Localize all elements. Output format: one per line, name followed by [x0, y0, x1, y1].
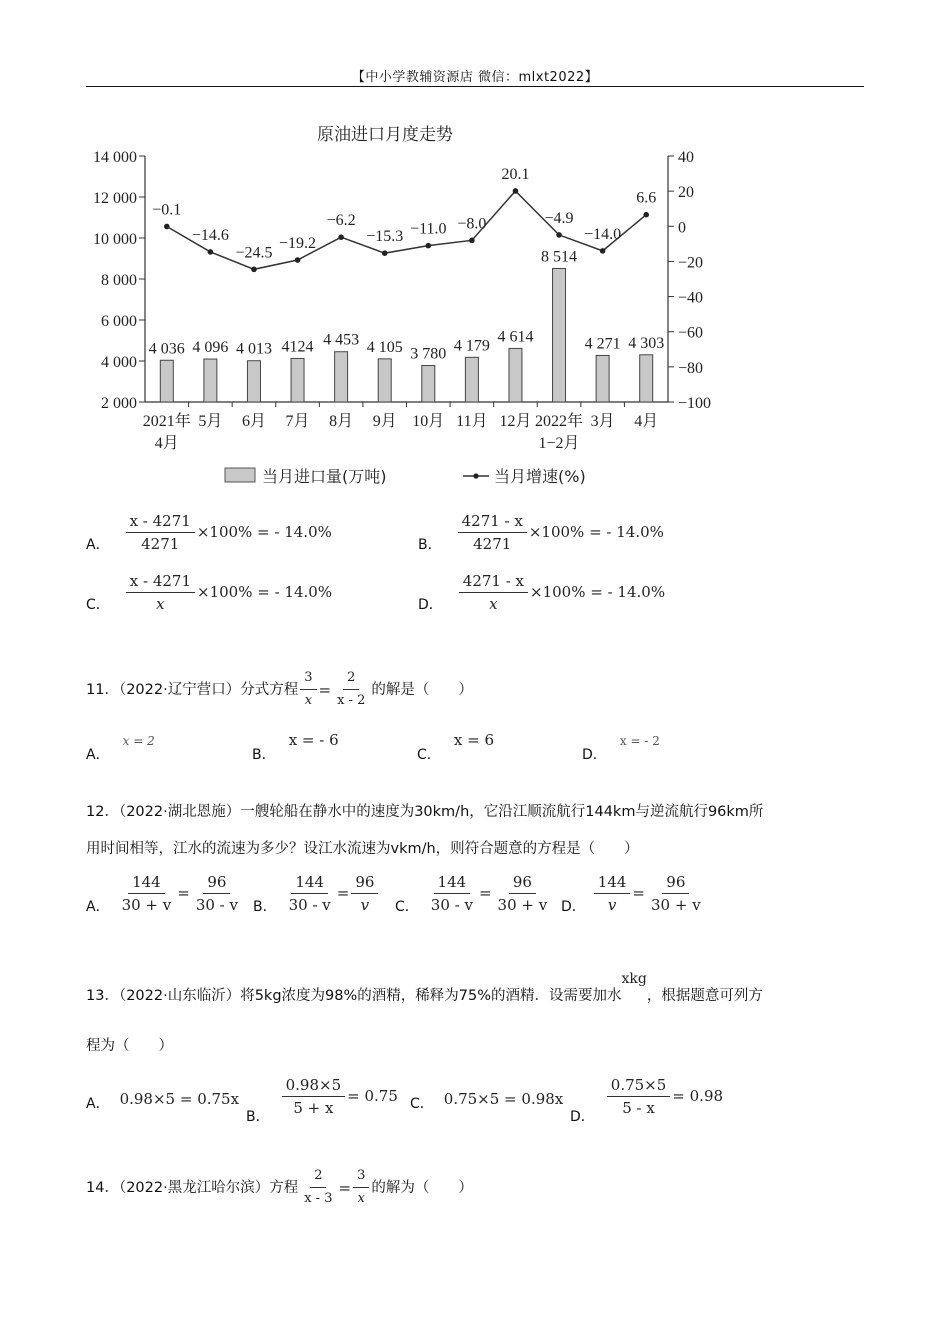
bar-value-label: 4 453 [323, 331, 360, 349]
q12-stem-line2: 用时间相等，江水的流速为多少？设江水流速为vkm/h，则符合题意的方程是（ ） [86, 841, 639, 857]
q12-option-b[interactable] [253, 870, 380, 916]
q10-option-c[interactable] [86, 570, 332, 614]
y-left-tick-label: 8 000 [101, 272, 137, 289]
q10-d-rest: ×100% = - 14.0% [530, 583, 666, 601]
q11-c-label: C． [417, 747, 441, 763]
x-tick-label: 8月 [329, 413, 354, 430]
q13-d-label: D． [570, 1109, 595, 1125]
q12-stem-line1: 12．（2022·湖北恩施）一艘轮船在静水中的速度为30km/h，它沿江顺流航行144km与逆流航行96km所 [86, 804, 764, 820]
q13-b-den: 5 + x [293, 1098, 334, 1117]
bar-value-label: 4124 [281, 338, 314, 356]
q11-stem-pre: 11．（2022·辽宁营口）分式方程 [86, 681, 299, 698]
growth-point [164, 224, 170, 230]
q13-option-b[interactable] [246, 1066, 398, 1126]
q11-b-value: x = - 6 [288, 731, 339, 749]
q11-stem [86, 668, 473, 711]
q12-c-frac-left [427, 872, 477, 915]
chart-axes [93, 149, 711, 412]
q12-d-d2: 30 + v [651, 895, 701, 914]
bar [596, 355, 609, 402]
q10-a-label: A． [86, 537, 110, 553]
q10-c-den: x [156, 594, 165, 613]
q13-stem-post: ，根据题意可列方 [646, 988, 763, 1004]
crude-oil-chart [0, 0, 950, 500]
growth-value-label: 6.6 [636, 189, 657, 207]
growth-point [556, 232, 562, 238]
bar-value-label: 4 096 [192, 339, 229, 357]
q12-d-frac-right [647, 872, 705, 915]
q12-c-label: C． [395, 899, 419, 915]
bar [422, 366, 435, 402]
q12-a-eq: = [177, 884, 190, 902]
growth-value-label: −6.2 [326, 212, 356, 230]
growth-value-label: −24.5 [235, 244, 273, 262]
q14-stem [86, 1166, 473, 1209]
growth-value-label: −15.3 [366, 228, 404, 246]
chart-x-ticks [143, 411, 658, 452]
x-tick-label: 7月 [285, 413, 310, 430]
growth-value-label: −11.0 [410, 220, 447, 238]
growth-point [513, 188, 519, 194]
q13-c-label: C． [410, 1096, 434, 1112]
q12-a-d2: 30 - v [195, 895, 238, 914]
q12-c-d2: 30 + v [497, 895, 548, 914]
q10-b-label: B． [418, 537, 442, 553]
q12-c-frac-right [494, 872, 552, 915]
x-tick-label: 10月 [412, 413, 445, 430]
x-tick-label: 3月 [590, 413, 615, 430]
q14-f2-num: 3 [353, 1166, 369, 1188]
q12-b-d1: 30 - v [288, 895, 331, 914]
q11-a-label: A． [86, 747, 110, 763]
q13-var: xkg [621, 971, 647, 987]
bar [247, 361, 260, 402]
q14-f1-den: x - 3 [304, 1191, 333, 1206]
x-tick-label: 2021年 [142, 413, 191, 430]
q14-stem-post: 的解为（ ） [371, 1179, 473, 1196]
bar-value-label: 4 013 [235, 340, 272, 358]
q11-d-label: D． [582, 747, 607, 763]
y-left-tick-label: 4 000 [101, 354, 137, 371]
y-right-tick-label: −100 [678, 395, 712, 412]
chart-bar-labels [149, 248, 664, 362]
bar [640, 355, 653, 402]
q13-b-rest: = 0.75 [347, 1087, 398, 1105]
legend-line-label: 当月增速(%) [494, 467, 586, 486]
bar-value-label: 4 614 [497, 328, 534, 346]
q12-c-n2: 96 [509, 872, 536, 894]
q13-d-num: 0.75×5 [607, 1075, 671, 1097]
x-tick-label: 5月 [198, 413, 223, 430]
y-right-tick-label: 40 [678, 149, 694, 166]
q12-a-n1: 144 [128, 872, 165, 894]
growth-value-label: 20.1 [501, 165, 530, 183]
q10-d-den: x [489, 594, 498, 613]
growth-point [600, 248, 606, 254]
y-right-tick-label: −60 [678, 324, 704, 342]
growth-value-label: −19.2 [279, 235, 317, 253]
q14-frac-2 [353, 1166, 369, 1209]
q13-stem-pre: 13．（2022·山东临沂）将5kg浓度为98%的酒精，稀释为75%的酒精．设需要加水 [86, 988, 622, 1004]
y-left-tick-label: 12 000 [93, 190, 137, 207]
x-tick-label: 4月 [634, 413, 659, 430]
q13-d-rest: = 0.98 [672, 1087, 724, 1105]
q12-b-n2: 96 [351, 872, 378, 894]
bar [509, 348, 522, 402]
q10-c-rest: ×100% = - 14.0% [197, 583, 333, 601]
y-left-tick-label: 14 000 [93, 149, 137, 166]
q12-option-d[interactable] [561, 870, 707, 916]
growth-value-label: −8.0 [457, 215, 487, 233]
q13-a-value: 0.98×5 = 0.75x [119, 1090, 240, 1108]
page-header: 【中小学教辅资源店 微信：mlxt2022】 [351, 70, 599, 85]
growth-value-label: −14.0 [584, 225, 622, 243]
growth-point [469, 238, 475, 244]
bar [553, 268, 566, 402]
y-right-tick-label: −20 [678, 254, 704, 272]
q14-f1-num: 2 [310, 1166, 326, 1188]
q12-c-n1: 144 [434, 872, 471, 894]
y-right-tick-label: −40 [678, 289, 704, 307]
bar [378, 359, 391, 402]
y-right-tick-label: 0 [678, 219, 686, 237]
q12-b-eq: = [336, 884, 350, 902]
q10-a-den: 4271 [141, 534, 180, 553]
q12-b-d2: v [360, 895, 370, 914]
q13-b-label: B． [246, 1109, 270, 1125]
q10-b-den: 4271 [473, 534, 512, 553]
x-tick-label: 2022年 [535, 413, 584, 430]
q12-b-frac-right [351, 872, 378, 915]
bar-value-label: 4 303 [628, 334, 665, 352]
q11-f1-num: 3 [300, 668, 316, 690]
growth-point [208, 249, 214, 255]
chart-bars [160, 268, 652, 402]
q10-c-fraction [126, 571, 195, 614]
bar [160, 360, 173, 402]
bar [204, 359, 217, 402]
chart-line-labels [152, 166, 656, 261]
x-tick-label: 6月 [241, 413, 266, 430]
q10-option-b[interactable] [418, 510, 664, 554]
growth-point [295, 257, 301, 263]
q11-frac-1 [300, 668, 316, 711]
q11-option-c[interactable] [417, 731, 494, 764]
y-left-tick-label: 10 000 [93, 231, 137, 248]
q12-d-d1: v [607, 895, 617, 914]
q14-stem-pre: 14．（2022·黑龙江哈尔滨）方程 [86, 1179, 299, 1196]
q11-f2-den: x - 2 [337, 693, 366, 708]
q10-d-label: D． [418, 597, 443, 613]
q12-d-n2: 96 [662, 872, 689, 894]
growth-point [425, 243, 431, 249]
q12-d-eq: = [632, 884, 645, 902]
growth-point [643, 212, 649, 218]
legend-bar-label: 当月进口量(万吨) [262, 467, 387, 486]
y-left-tick-label: 6 000 [101, 313, 137, 330]
x-tick-label: 12月 [499, 413, 532, 430]
q10-d-fraction [459, 571, 528, 614]
q12-a-d1: 30 + v [121, 895, 172, 914]
q13-b-fraction [282, 1075, 346, 1118]
bar-value-label: 3 780 [410, 345, 447, 363]
bar-value-label: 4 036 [148, 340, 185, 358]
q11-f1-den: x [304, 693, 313, 708]
x-tick-label: 9月 [372, 413, 397, 430]
q12-d-n1: 144 [594, 872, 631, 894]
q11-option-d[interactable] [582, 734, 660, 764]
q13-d-fraction [607, 1075, 671, 1118]
q11-b-label: B． [252, 747, 276, 763]
q10-b-rest: ×100% = - 14.0% [528, 523, 664, 541]
q11-frac-2 [333, 668, 369, 711]
q11-eq: = [318, 680, 332, 699]
q14-frac-1 [300, 1166, 336, 1209]
y-right-tick-label: −80 [678, 359, 704, 377]
q11-f2-num: 2 [343, 668, 359, 690]
bar [291, 358, 304, 402]
q13-stem-line2: 程为（ ） [86, 1038, 173, 1054]
bar-value-label: 8 514 [541, 248, 578, 266]
q13-option-c[interactable] [410, 1090, 564, 1113]
q14-f2-den: x [357, 1191, 365, 1206]
q12-b-label: B． [253, 899, 277, 915]
q10-b-num: 4271 - x [458, 511, 527, 533]
q12-b-n1: 144 [291, 872, 328, 894]
q12-a-frac-right [192, 872, 242, 915]
bar [465, 357, 478, 402]
q12-option-c[interactable] [395, 870, 553, 916]
q13-stem-line1 [86, 971, 886, 1006]
growth-point [382, 250, 388, 256]
q12-b-frac-left [285, 872, 335, 915]
q10-d-num: 4271 - x [459, 571, 528, 593]
q11-c-value: x = 6 [453, 731, 494, 749]
bar-value-label: 4 271 [584, 335, 621, 353]
q12-option-a[interactable] [86, 870, 244, 916]
q12-a-n2: 96 [203, 872, 230, 894]
q10-c-label: C． [86, 597, 110, 613]
x-tick-label: 11月 [456, 413, 488, 430]
growth-value-label: −4.9 [544, 209, 574, 227]
q10-b-fraction [458, 511, 527, 554]
q12-c-eq: = [478, 884, 492, 902]
q10-a-fraction [126, 511, 195, 554]
growth-value-label: −0.1 [152, 201, 182, 219]
q12-d-frac-left [594, 872, 631, 915]
x-tick-label: 4月 [154, 435, 179, 452]
chart-title: 原油进口月度走势 [317, 125, 453, 145]
x-tick-label: 1−2月 [538, 435, 580, 452]
q13-b-num: 0.98×5 [282, 1075, 346, 1097]
chart-legend [225, 467, 586, 486]
q12-a-label: A． [86, 899, 110, 915]
bar [335, 352, 348, 402]
q10-option-d[interactable] [418, 570, 665, 614]
q13-a-label: A． [86, 1096, 110, 1112]
legend-bar-swatch [225, 468, 255, 482]
q11-option-a[interactable] [86, 734, 155, 764]
bar-value-label: 4 179 [453, 337, 490, 355]
q11-stem-post: 的解是（ ） [371, 681, 473, 698]
q10-option-a[interactable] [86, 510, 332, 554]
y-right-tick-label: 20 [678, 184, 694, 202]
q13-option-a[interactable] [86, 1090, 240, 1113]
growth-point [251, 267, 257, 273]
q14-eq: = [338, 1178, 352, 1197]
q13-d-den: 5 - x [622, 1098, 655, 1117]
growth-point [338, 234, 344, 240]
q13-c-value: 0.75×5 = 0.98x [443, 1090, 564, 1108]
q10-c-num: x - 4271 [126, 571, 195, 593]
q12-d-label: D． [561, 899, 586, 915]
q11-option-b[interactable] [252, 731, 339, 764]
q12-c-d1: 30 - v [430, 895, 473, 914]
q13-option-d[interactable] [570, 1066, 723, 1126]
y-left-tick-label: 2 000 [101, 395, 137, 412]
q10-a-rest: ×100% = - 14.0% [196, 523, 332, 541]
q12-a-frac-left [118, 872, 176, 915]
q11-d-value: x = - 2 [619, 734, 660, 748]
growth-value-label: −14.6 [191, 226, 229, 244]
q10-a-num: x - 4271 [126, 511, 195, 533]
bar-value-label: 4 105 [366, 338, 403, 356]
q11-a-value: x = 2 [122, 734, 155, 748]
legend-line-marker [473, 473, 478, 478]
